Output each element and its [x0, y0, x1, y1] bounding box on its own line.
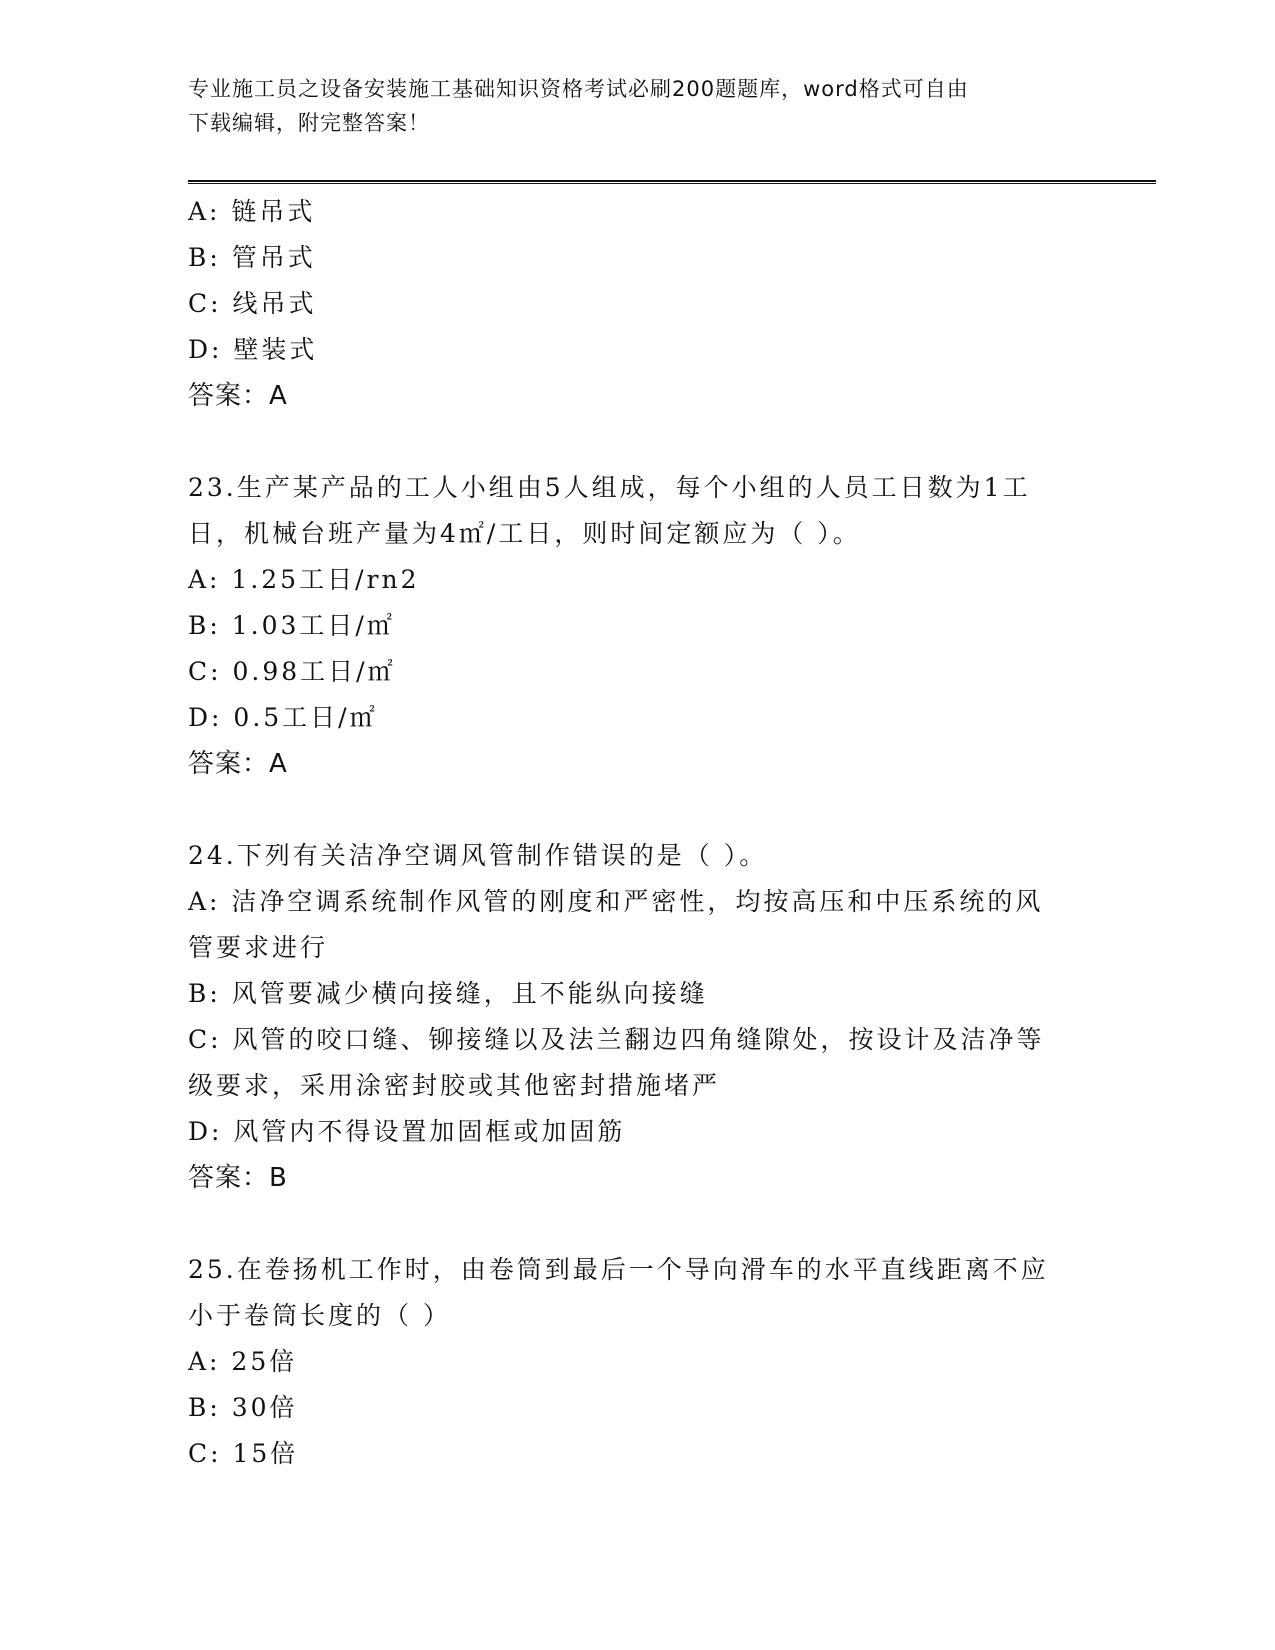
q22-answer: 答案：A	[188, 381, 288, 411]
q22-option-d: D: 壁装式	[188, 335, 318, 364]
q23-option-b: B: 1.03工日/㎡	[188, 611, 395, 640]
q23-option-a: A: 1.25工日/rn2	[188, 565, 420, 594]
q25-stem-line-2: 小于卷筒长度的（ ）	[188, 1301, 451, 1330]
q23-option-d: D: 0.5工日/㎡	[188, 703, 378, 732]
question-24	[188, 833, 1088, 1201]
q24-answer: 答案：B	[188, 1163, 288, 1193]
q23-stem-line-1: 23.生产某产品的工人小组由5人组成，每个小组的人员工日数为1工	[188, 473, 1031, 502]
q24-option-c-line-1: C: 风管的咬口缝、铆接缝以及法兰翻边四角缝隙处，按设计及洁净等	[188, 1025, 1045, 1054]
question-23	[188, 465, 1088, 787]
spacer	[188, 787, 1088, 833]
q22-option-a: A: 链吊式	[188, 197, 316, 226]
q25-option-b: B: 30倍	[188, 1393, 298, 1422]
q24-option-a-line-2: 管要求进行	[188, 933, 329, 962]
spacer	[188, 419, 1088, 465]
q22-option-b: B: 管吊式	[188, 243, 316, 272]
question-list	[188, 189, 1088, 1477]
q24-stem: 24.下列有关洁净空调风管制作错误的是（ ）。	[188, 841, 768, 870]
spacer	[188, 1201, 1088, 1247]
header-divider	[188, 180, 1156, 184]
q25-option-c: C: 15倍	[188, 1439, 299, 1468]
q24-option-a-line-1: A: 洁净空调系统制作风管的刚度和严密性，均按高压和中压系统的风	[188, 887, 1044, 916]
q25-option-a: A: 25倍	[188, 1347, 298, 1376]
header-line-2: 下载编辑，附完整答案！	[188, 111, 430, 135]
document-header	[188, 72, 1088, 140]
q22-option-c: C: 线吊式	[188, 289, 317, 318]
q25-stem-line-1: 25.在卷扬机工作时，由卷筒到最后一个导向滑车的水平直线距离不应	[188, 1255, 1049, 1284]
q24-option-d: D: 风管内不得设置加固框或加固筋	[188, 1117, 626, 1146]
q23-stem-line-2: 日，机械台班产量为4㎡/工日，则时间定额应为（ ）。	[188, 519, 861, 548]
question-22	[188, 189, 1088, 419]
header-line-1: 专业施工员之设备安装施工基础知识资格考试必刷200题题库，word格式可自由	[188, 77, 969, 101]
q24-option-b: B: 风管要减少横向接缝，且不能纵向接缝	[188, 979, 708, 1008]
q24-option-c-line-2: 级要求，采用涂密封胶或其他密封措施堵严	[188, 1071, 721, 1100]
q23-answer: 答案：A	[188, 749, 288, 779]
question-25	[188, 1247, 1088, 1477]
q23-option-c: C: 0.98工日/㎡	[188, 657, 396, 686]
